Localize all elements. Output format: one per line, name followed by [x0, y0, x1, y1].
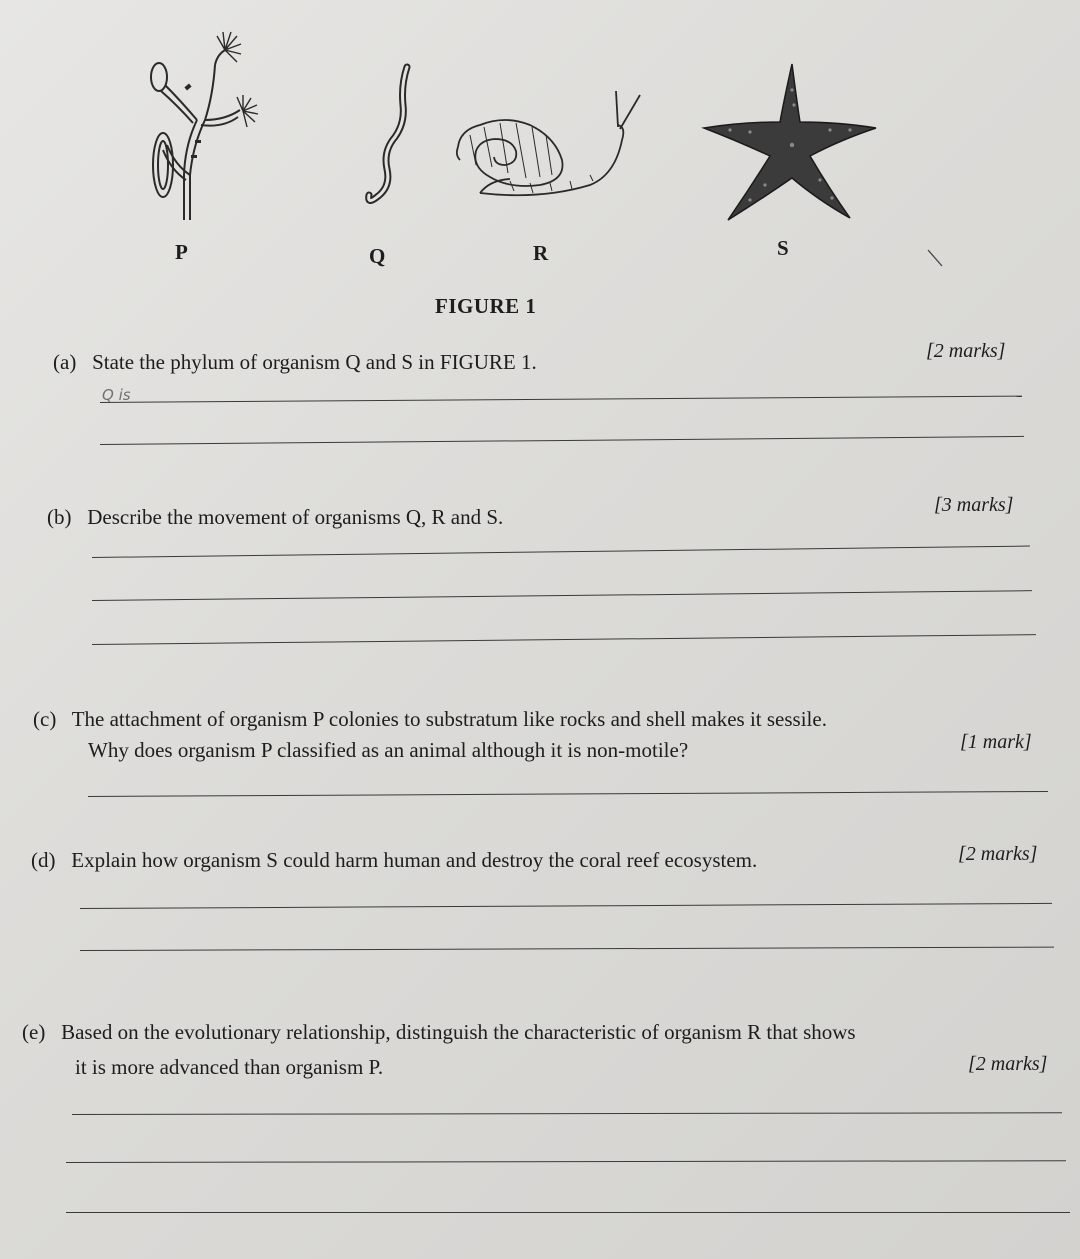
answer-line-b3[interactable] [92, 634, 1036, 645]
answer-line-a1[interactable] [100, 396, 1022, 403]
figure-label-p: P [175, 240, 188, 264]
question-b-text: Describe the movement of organisms Q, R and S. [87, 505, 504, 529]
question-e-line1 [22, 1019, 856, 1045]
answer-line-a2[interactable] [100, 436, 1024, 445]
question-c-text-1: The attachment of organism P colonies to substratum like rocks and shell makes it sessile. [71, 707, 827, 731]
answer-line-b1[interactable] [92, 546, 1030, 558]
question-e-text-2: it is more advanced than organism P. [75, 1055, 384, 1079]
question-a-handwriting: Q is [102, 386, 131, 404]
question-a-letter: (a) [53, 350, 77, 374]
answer-line-e1[interactable] [72, 1112, 1062, 1115]
figure-title: FIGURE 1 [435, 294, 537, 318]
question-d-text: Explain how organism S could harm human and destroy the coral reef ecosystem. [71, 848, 758, 872]
question-c-marks: [1 mark] [960, 731, 1032, 753]
figure-label-s: S [777, 236, 789, 260]
answer-line-d1[interactable] [80, 903, 1052, 909]
figure-label-r: R [533, 241, 549, 265]
question-b-letter: (b) [47, 505, 72, 529]
question-a-text: State the phylum of organism Q and S in FIGURE 1. [92, 350, 537, 374]
question-b-marks: [3 marks] [934, 494, 1014, 516]
question-b [47, 504, 503, 530]
answer-line-c1[interactable] [88, 791, 1048, 797]
answer-line-b2[interactable] [92, 590, 1032, 601]
question-d [31, 847, 757, 873]
question-c-letter: (c) [33, 707, 57, 731]
answer-line-d2[interactable] [80, 947, 1054, 951]
answer-line-e3[interactable] [66, 1212, 1070, 1213]
question-e-letter: (e) [22, 1020, 46, 1044]
question-e-marks: [2 marks] [968, 1053, 1048, 1075]
question-a [53, 349, 537, 375]
question-c-line2 [88, 737, 688, 763]
question-a-marks: [2 marks] [926, 340, 1006, 362]
question-c-line1 [33, 706, 827, 732]
question-e-text-1: Based on the evolutionary relationship, distinguish the characteristic of organism R that shows [61, 1020, 856, 1044]
answer-line-e2[interactable] [66, 1160, 1066, 1163]
question-e-line2 [75, 1054, 383, 1080]
figure-label-q: Q [369, 244, 386, 268]
hydroid-colony-icon [135, 25, 275, 225]
snail-icon [450, 85, 650, 205]
question-c-text-2: Why does organism P classified as an animal although it is non-motile? [88, 738, 689, 762]
pen-mark-icon [926, 248, 946, 270]
worm-icon [355, 65, 415, 215]
starfish-icon [700, 60, 880, 230]
question-d-marks: [2 marks] [958, 843, 1038, 865]
question-d-letter: (d) [31, 848, 56, 872]
